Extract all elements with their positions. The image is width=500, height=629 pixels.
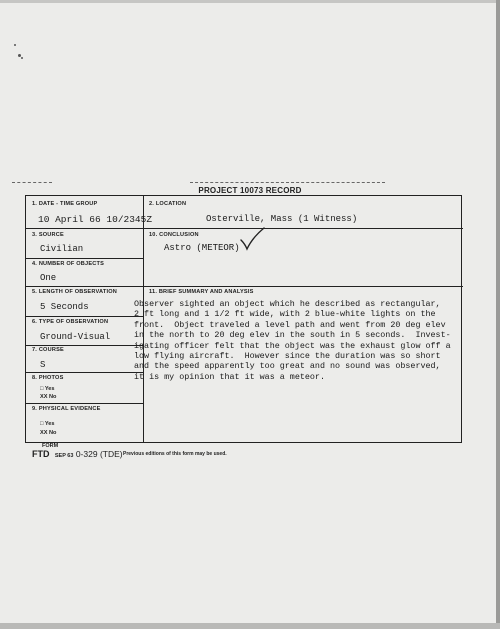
length-observation-value: 5 Seconds bbox=[40, 302, 89, 312]
row-divider bbox=[26, 316, 143, 317]
course-value: S bbox=[40, 360, 46, 370]
photos-label: 8. PHOTOS bbox=[32, 375, 64, 381]
row-divider bbox=[26, 372, 143, 373]
footer-form-number: 0-329 bbox=[75, 449, 98, 459]
handwritten-check-mark bbox=[238, 226, 266, 252]
row-divider bbox=[143, 286, 463, 287]
row-divider bbox=[26, 258, 143, 259]
footer-form-label: FORM bbox=[42, 443, 59, 449]
footer-form-id bbox=[32, 449, 123, 459]
length-observation-label: 5. LENGTH OF OBSERVATION bbox=[32, 289, 117, 295]
scan-edge-top bbox=[0, 0, 500, 3]
type-observation-value: Ground-Visual bbox=[40, 332, 111, 342]
footer-ftd: FTD bbox=[32, 449, 50, 459]
conclusion-value: Astro (METEOR) bbox=[164, 243, 240, 253]
scan-speck bbox=[21, 57, 23, 59]
num-objects-value: One bbox=[40, 273, 57, 283]
conclusion-label: 10. CONCLUSION bbox=[149, 232, 199, 238]
date-time-label: 1. DATE - TIME GROUP bbox=[32, 201, 98, 207]
type-observation-label: 6. TYPE OF OBSERVATION bbox=[32, 319, 109, 325]
source-label: 3. SOURCE bbox=[32, 232, 64, 238]
row-divider bbox=[26, 228, 143, 229]
dashed-rule-left bbox=[12, 182, 52, 183]
dashed-rule-right bbox=[190, 182, 385, 183]
footer-form-date: SEP 63 bbox=[54, 453, 74, 459]
date-time-value: 10 April 66 10/2345Z bbox=[38, 214, 153, 225]
row-divider bbox=[26, 403, 143, 404]
photos-no-checkbox: XX No bbox=[40, 394, 57, 400]
source-value: Civilian bbox=[40, 244, 84, 254]
photos-yes-checkbox: □ Yes bbox=[40, 386, 55, 392]
row-divider bbox=[143, 228, 463, 229]
physical-yes-checkbox: □ Yes bbox=[40, 421, 55, 427]
footer-tde: (TDE) bbox=[99, 449, 123, 459]
num-objects-label: 4. NUMBER OF OBJECTS bbox=[32, 261, 105, 267]
scan-edge-bottom bbox=[0, 623, 500, 629]
row-divider bbox=[26, 345, 143, 346]
physical-evidence-label: 9. PHYSICAL EVIDENCE bbox=[32, 406, 101, 412]
location-value: Osterville, Mass (1 Witness) bbox=[206, 214, 358, 224]
record-form bbox=[25, 195, 462, 443]
summary-label: 11. BRIEF SUMMARY AND ANALYSIS bbox=[149, 289, 254, 295]
scan-edge-right bbox=[496, 0, 500, 629]
course-label: 7. COURSE bbox=[32, 347, 64, 353]
scan-speck bbox=[14, 44, 16, 46]
form-title: PROJECT 10073 RECORD bbox=[198, 186, 302, 195]
physical-no-checkbox: XX No bbox=[40, 430, 57, 436]
footer-previous-editions-note: Previous editions of this form may be used. bbox=[123, 451, 227, 457]
location-label: 2. LOCATION bbox=[149, 201, 187, 207]
summary-text: Observer sighted an object which he described as rectangular, 2 ft long and 1 1/2 ft wide, with 2 blue-white lights on the front. Object traveled a level path and went from 20 deg elev in the north to 20 deg elev in the south in 5 seconds. Invest- igating officer felt that the object was the exhaust glow off a low flying aircraft. However since the duration was so short and the speed apparently too great and no sound was observed, it is my opinion that it was a meteor. bbox=[134, 299, 451, 382]
row-divider bbox=[26, 286, 143, 287]
